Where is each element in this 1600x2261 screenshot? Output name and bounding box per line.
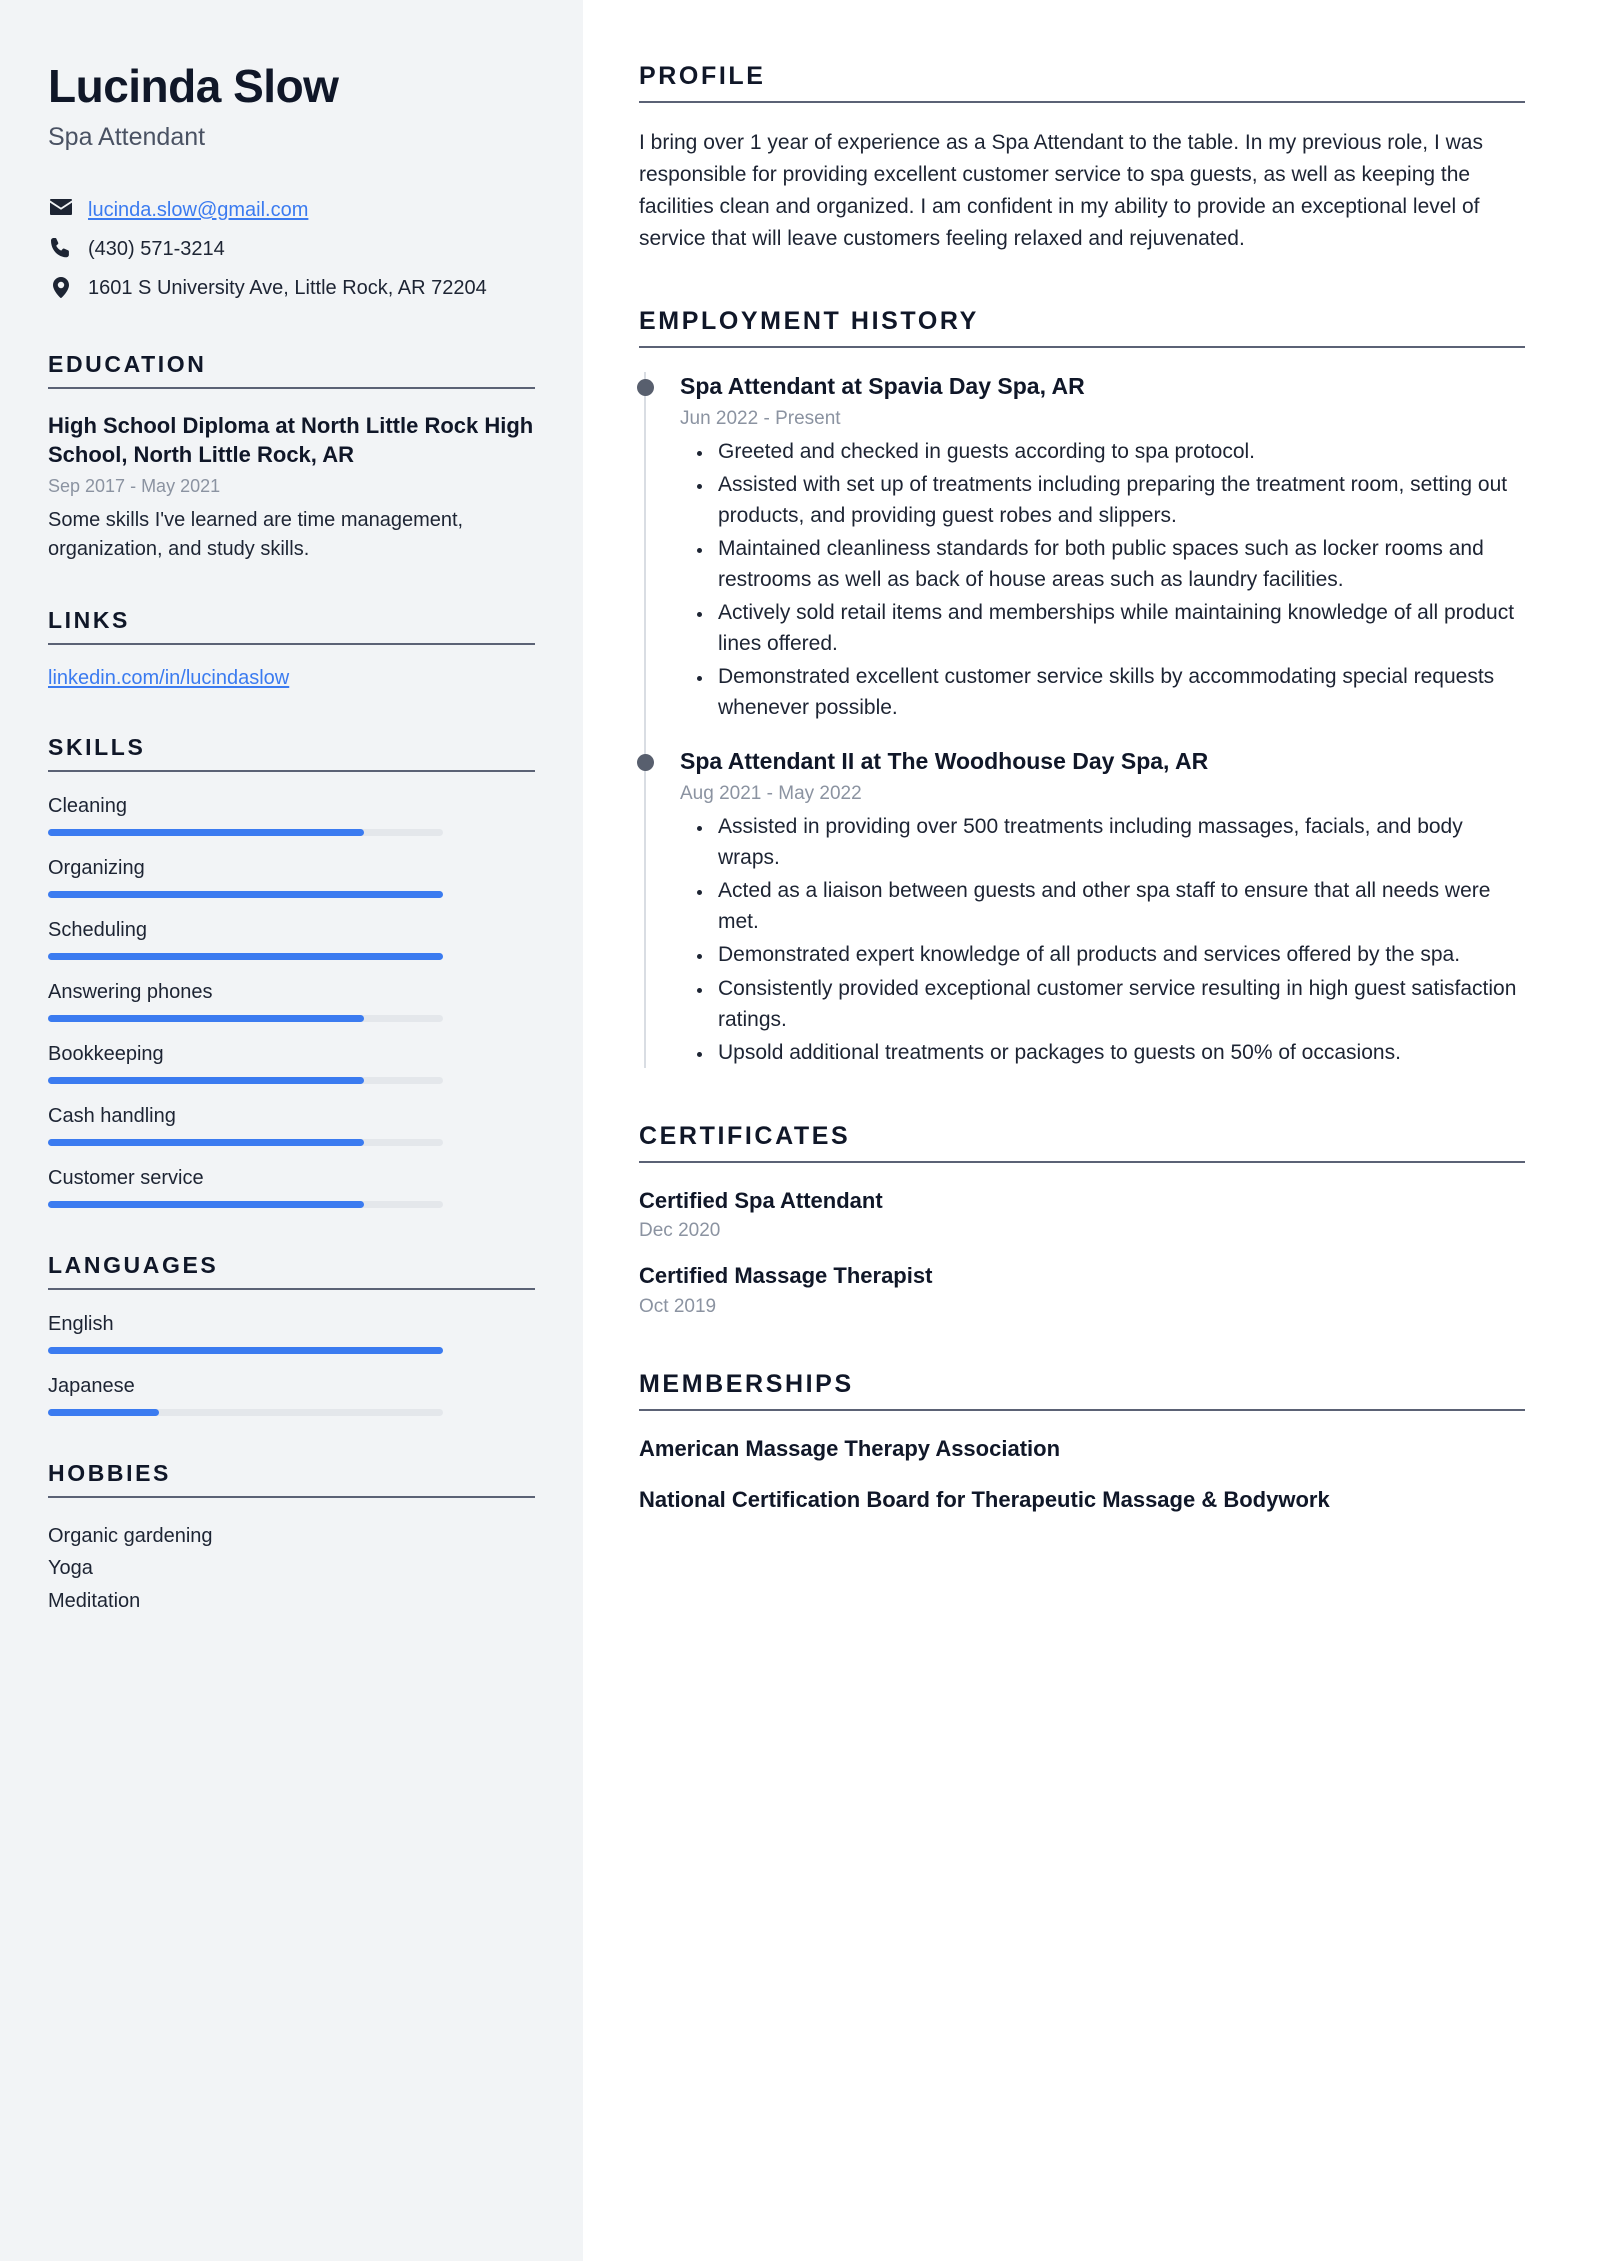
education-heading: EDUCATION: [48, 350, 207, 377]
employment-heading: EMPLOYMENT HISTORY: [639, 306, 979, 335]
language-level-fill: [48, 1409, 159, 1416]
candidate-name: Lucinda Slow: [48, 60, 339, 112]
employment-bullet: • Maintained cleanliness standards for both public spaces such as locker rooms and restrooms as well as back of house areas such as laundry facilities.: [714, 533, 1525, 595]
spacer: [639, 1318, 1525, 1370]
memberships-heading: MEMBERSHIPS: [639, 1369, 854, 1398]
skills-list: [48, 794, 535, 1208]
employment-bullet-list: [680, 436, 1525, 724]
skill-item: [48, 794, 535, 836]
skill-level-bar: [48, 953, 443, 960]
profile-section: [639, 62, 1525, 255]
language-label: English: [48, 1313, 114, 1336]
hobbies-divider: [48, 1496, 535, 1498]
skill-label: Customer service: [48, 1167, 204, 1190]
skill-label: Scheduling: [48, 919, 147, 942]
employment-job-title: Spa Attendant II at The Woodhouse Day Spa, AR: [680, 748, 1209, 775]
email-icon: [48, 196, 74, 215]
employment-bullet: • Greeted and checked in guests according to spa protocol.: [714, 436, 1525, 467]
certificates-heading: CERTIFICATES: [639, 1121, 851, 1150]
employment-job-date: Aug 2021 - May 2022: [680, 783, 862, 805]
certificates-list: [639, 1187, 1525, 1318]
hobby-item: Organic gardening: [48, 1525, 213, 1548]
skill-label: Bookkeeping: [48, 1043, 164, 1066]
hobbies-section: [48, 1460, 535, 1617]
links-divider: [48, 643, 535, 645]
skill-level-bar: [48, 1015, 443, 1022]
skill-level-bar: [48, 1201, 443, 1208]
certificate-item: [639, 1187, 1525, 1243]
employment-divider: [639, 346, 1525, 348]
candidate-role: Spa Attendant: [48, 122, 206, 151]
employment-bullet: • Assisted in providing over 500 treatments including massages, facials, and body wraps.: [714, 811, 1525, 873]
hobbies-heading: HOBBIES: [48, 1460, 171, 1487]
certificate-item: [639, 1262, 1525, 1318]
education-divider: [48, 387, 535, 389]
membership-item: American Massage Therapy Association: [639, 1435, 1061, 1461]
employment-bullet: • Demonstrated excellent customer service skills by accommodating special requests whenever possible.: [714, 661, 1525, 723]
employment-bullet: • Assisted with set up of treatments including preparing the treatment room, setting out products, and providing guest robes and slippers.: [714, 469, 1525, 531]
education-item: [48, 411, 535, 563]
education-item-date: Sep 2017 - May 2021: [48, 475, 221, 496]
skill-level-fill: [48, 1015, 364, 1022]
skill-item: [48, 918, 535, 960]
skill-label: Cleaning: [48, 795, 127, 818]
spacer: [639, 255, 1525, 307]
hobby-item: Meditation: [48, 1589, 141, 1612]
languages-list: [48, 1312, 535, 1416]
memberships-divider: [639, 1409, 1525, 1411]
employment-timeline: [644, 372, 1525, 1068]
employment-bullet: • Demonstrated expert knowledge of all products and services offered by the spa.: [714, 939, 1525, 970]
language-label: Japanese: [48, 1375, 135, 1398]
employment-entry: [680, 747, 1525, 1068]
employment-bullet: • Consistently provided exceptional customer service resulting in high guest satisfaction ratings.: [714, 973, 1525, 1035]
skill-label: Cash handling: [48, 1105, 176, 1128]
memberships-section: [639, 1370, 1525, 1514]
links-heading: LINKS: [48, 607, 130, 634]
location-pin-icon: [48, 274, 74, 298]
skill-level-fill: [48, 1077, 364, 1084]
hobbies-list: [48, 1520, 535, 1617]
languages-section: [48, 1252, 535, 1416]
certificate-date: Dec 2020: [639, 1220, 721, 1242]
skill-level-fill: [48, 829, 364, 836]
education-item-description: Some skills I've learned are time management, organization, and study skills.: [48, 509, 464, 560]
phone-icon: [48, 235, 74, 258]
email-value[interactable]: lucinda.slow@gmail.com: [88, 198, 309, 221]
employment-bullet-list: [680, 811, 1525, 1068]
certificates-section: [639, 1122, 1525, 1318]
skills-divider: [48, 770, 535, 772]
skill-level-bar: [48, 1077, 443, 1084]
contact-address-row: [48, 274, 535, 302]
timeline-dot-icon: [637, 379, 654, 396]
employment-job-title: Spa Attendant at Spavia Day Spa, AR: [680, 372, 1085, 399]
memberships-list: [639, 1435, 1525, 1514]
employment-bullet: • Upsold additional treatments or packages to guests on 50% of occasions.: [714, 1037, 1525, 1068]
certificates-divider: [639, 1161, 1525, 1163]
link-item-linkedin[interactable]: linkedin.com/in/lucindaslow: [48, 667, 290, 690]
skill-level-bar: [48, 891, 443, 898]
skill-item: [48, 1104, 535, 1146]
language-level-bar: [48, 1409, 443, 1416]
profile-divider: [639, 101, 1525, 103]
main-column: [583, 0, 1600, 2261]
employment-bullet: • Acted as a liaison between guests and other spa staff to ensure that all needs were met.: [714, 875, 1525, 937]
language-item: [48, 1374, 535, 1416]
skill-level-fill: [48, 1139, 364, 1146]
hobby-item: Yoga: [48, 1557, 93, 1580]
skill-level-bar: [48, 1139, 443, 1146]
contact-phone-row: [48, 235, 535, 263]
education-section: [48, 351, 535, 563]
spacer: [639, 1070, 1525, 1122]
links-section: [48, 607, 535, 690]
certificate-date: Oct 2019: [639, 1295, 717, 1317]
skill-level-bar: [48, 829, 443, 836]
membership-item: National Certification Board for Therapeutic Massage & Bodywork: [639, 1486, 1330, 1512]
address-value: 1601 S University Ave, Little Rock, AR 72204: [88, 277, 487, 300]
employment-bullet: • Actively sold retail items and memberships while maintaining knowledge of all product lines offered.: [714, 597, 1525, 659]
language-level-bar: [48, 1347, 443, 1354]
languages-divider: [48, 1288, 535, 1290]
skill-item: [48, 856, 535, 898]
skill-level-fill: [48, 953, 443, 960]
employment-job-date: Jun 2022 - Present: [680, 407, 841, 429]
skill-item: [48, 980, 535, 1022]
language-level-fill: [48, 1347, 443, 1354]
employment-entry: [680, 372, 1525, 724]
certificate-name: Certified Massage Therapist: [639, 1263, 933, 1289]
skill-item: [48, 1166, 535, 1208]
skill-level-fill: [48, 1201, 364, 1208]
employment-section: [639, 307, 1525, 1068]
certificate-name: Certified Spa Attendant: [639, 1187, 883, 1213]
language-item: [48, 1312, 535, 1354]
timeline-dot-icon: [637, 754, 654, 771]
skill-item: [48, 1042, 535, 1084]
profile-heading: PROFILE: [639, 62, 766, 90]
skill-label: Answering phones: [48, 981, 213, 1004]
skills-section: [48, 734, 535, 1208]
profile-text: I bring over 1 year of experience as a Spa Attendant to the table. In my previous role, I was responsible for providing excellent customer service to spa guests, as well as keeping the facilities clean and organized. I am confident in my ability to provide an exceptional level of service that will leave customers feeling relaxed and rejuvenated.: [639, 131, 1483, 250]
languages-heading: LANGUAGES: [48, 1252, 219, 1279]
phone-value: (430) 571-3214: [88, 238, 225, 261]
skills-heading: SKILLS: [48, 734, 146, 761]
education-item-title: High School Diploma at North Little Rock High School, North Little Rock, AR: [48, 412, 534, 467]
skill-level-fill: [48, 891, 443, 898]
skill-label: Organizing: [48, 857, 145, 880]
contact-email-row[interactable]: [48, 196, 535, 224]
sidebar: [0, 0, 583, 2261]
